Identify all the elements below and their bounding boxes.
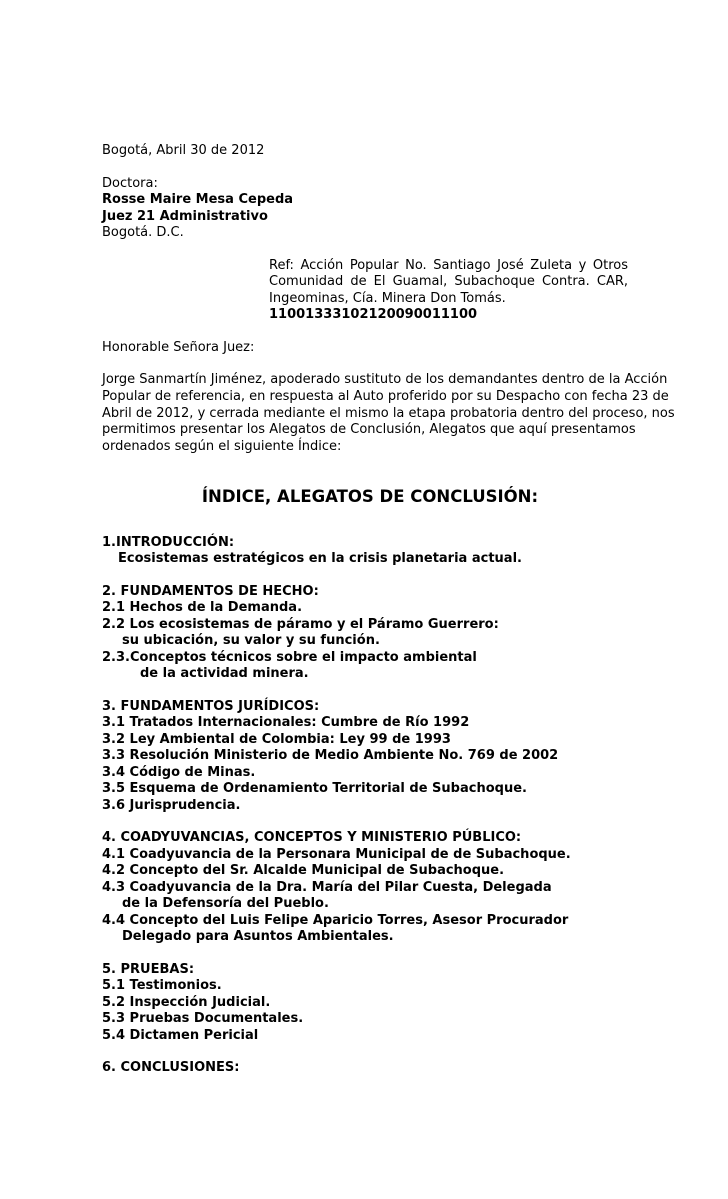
section-item: 5.4 Dictamen Pericial — [102, 1027, 259, 1043]
body-line: Jorge Sanmartín Jiménez, apoderado sustituto de los demandantes dentro de la Acción — [102, 372, 668, 387]
section-item: 5.1 Testimonios. — [102, 978, 222, 994]
index-section-1 — [102, 535, 628, 568]
section-heading: 6. CONCLUSIONES: — [102, 1060, 240, 1076]
greeting: Honorable Señora Juez: — [102, 339, 255, 355]
section-heading: 2. FUNDAMENTOS DE HECHO: — [102, 583, 319, 599]
salutation-title: Doctora: — [102, 175, 158, 191]
ref-number: 11001333102120090011100 — [269, 307, 478, 322]
body-line: ordenados según el siguiente Índice: — [102, 439, 342, 455]
section-heading: 4. COADYUVANCIAS, CONCEPTOS Y MINISTERIO PÚBLICO: — [102, 830, 522, 846]
index-section-4 — [102, 830, 628, 946]
letter-body — [102, 143, 675, 1077]
section-heading: 3. FUNDAMENTOS JURÍDICOS: — [102, 698, 320, 714]
reference-block — [269, 258, 628, 324]
section-item: 4.2 Concepto del Sr. Alcalde Municipal de Subachoque. — [102, 863, 505, 879]
recipient-city: Bogotá. D.C. — [102, 225, 184, 240]
ref-line: Comunidad de El Guamal, Subachoque Contra. CAR, — [269, 274, 628, 289]
section-item: 3.1 Tratados Internacionales: Cumbre de Río 1992 — [102, 715, 470, 731]
section-item: 3.2 Ley Ambiental de Colombia: Ley 99 de 1993 — [102, 731, 451, 747]
section-item: de la actividad minera. — [140, 666, 309, 682]
index-section-2 — [102, 584, 628, 683]
section-item: Ecosistemas estratégicos en la crisis planetaria actual. — [118, 551, 522, 567]
section-item: 4.4 Concepto del Luis Felipe Aparicio Torres, Asesor Procurador — [102, 912, 569, 928]
section-item: 5.3 Pruebas Documentales. — [102, 1011, 304, 1027]
section-item: 3.6 Jurisprudencia. — [102, 797, 241, 813]
body-line: Popular de referencia, en respuesta al Auto proferido por su Despacho con fecha 23 de — [102, 388, 669, 404]
section-item: 5.2 Inspección Judicial. — [102, 994, 271, 1010]
section-item: 4.3 Coadyuvancia de la Dra. María del Pilar Cuesta, Delegada — [102, 879, 552, 895]
ref-line: Ingeominas, Cía. Minera Don Tomás. — [269, 290, 506, 306]
index-section-3 — [102, 699, 628, 815]
section-item: de la Defensoría del Pueblo. — [122, 896, 329, 912]
section-item: 3.5 Esquema de Ordenamiento Territorial de Subachoque. — [102, 781, 527, 797]
recipient-role: Juez 21 Administrativo — [102, 208, 268, 224]
index-section-5 — [102, 962, 628, 1045]
section-item: 2.3.Conceptos técnicos sobre el impacto ambiental — [102, 649, 477, 665]
section-item: 3.3 Resolución Ministerio de Medio Ambiente No. 769 de 2002 — [102, 748, 559, 764]
body-line: permitimos presentar los Alegatos de Conclusión, Alegatos que aquí presentamos — [102, 422, 636, 438]
place-date: Bogotá, Abril 30 de 2012 — [102, 143, 265, 158]
section-item: 4.1 Coadyuvancia de la Personara Municipal de de Subachoque. — [102, 846, 571, 862]
section-item: 2.1 Hechos de la Demanda. — [102, 600, 303, 616]
index-section-6 — [102, 1060, 628, 1077]
section-heading: 5. PRUEBAS: — [102, 961, 195, 977]
index-title: ÍNDICE, ALEGATOS DE CONCLUSIÓN: — [201, 486, 539, 506]
body-line: Abril de 2012, y cerrada mediante el mismo la etapa probatoria dentro del proceso, nos — [102, 405, 675, 421]
section-item: 3.4 Código de Minas. — [102, 764, 256, 780]
ref-line: Ref: Acción Popular No. Santiago José Zuleta y Otros — [269, 257, 628, 273]
recipient-name: Rosse Maire Mesa Cepeda — [102, 192, 294, 207]
section-item: 2.2 Los ecosistemas de páramo y el Páramo Guerrero: — [102, 616, 499, 632]
section-item: su ubicación, su valor y su función. — [122, 633, 380, 649]
section-heading: 1.INTRODUCCIÓN: — [102, 534, 235, 550]
section-item: Delegado para Asuntos Ambientales. — [122, 929, 394, 945]
body-paragraph — [102, 372, 675, 456]
